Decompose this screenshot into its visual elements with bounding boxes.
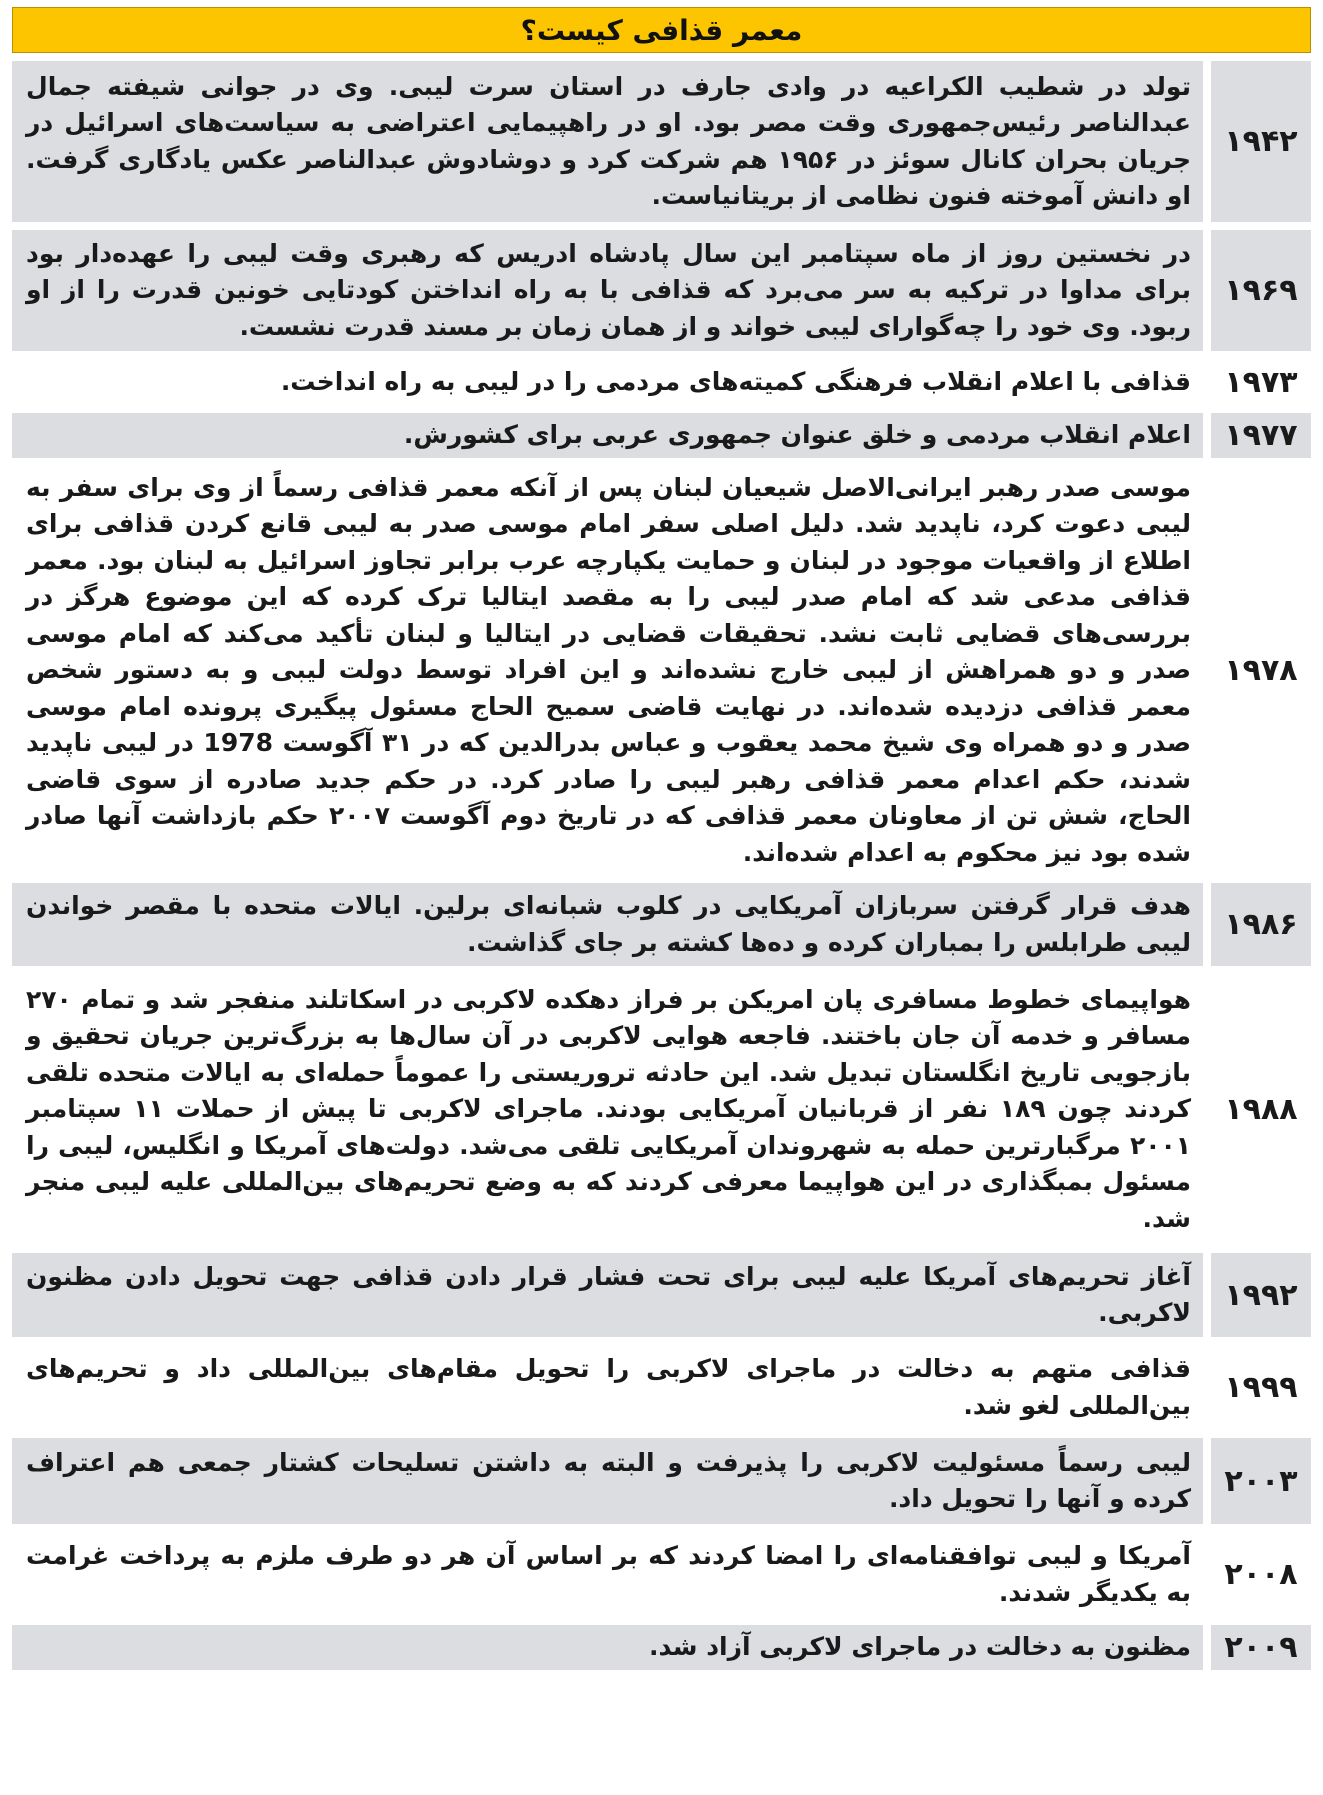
row-year: ۱۹۶۹: [1211, 230, 1311, 351]
row-text: اعلام انقلاب مردمی و خلق عنوان جمهوری عربی برای کشورش.: [12, 413, 1211, 458]
row-year: ۱۹۴۲: [1211, 61, 1311, 222]
timeline-row: [12, 1345, 1311, 1430]
row-text: قذافی متهم به دخالت در ماجرای لاکربی را تحویل مقام‌های بین‌المللی داد و تحریم‌های بین‌المللی لغو شد.: [12, 1345, 1211, 1430]
row-text: در نخستین روز از ماه سپتامبر این سال پادشاه ادریس که رهبری وقت لیبی را عهده‌دار بود برای مداوا در ترکیه به سر می‌برد که قذافی با به راه انداختن کودتایی خونین قدرت را از او ربود. وی خود را چه‌گوارای لیبی خواند و از همان زمان بر مسند قدرت نشست.: [12, 230, 1211, 351]
row-year: ۱۹۷۳: [1211, 359, 1311, 405]
timeline-row: [12, 413, 1311, 458]
timeline-row: [12, 230, 1311, 351]
row-year: ۲۰۰۳: [1211, 1438, 1311, 1524]
row-year: ۱۹۸۸: [1211, 974, 1311, 1245]
row-text: آغاز تحریم‌های آمریکا علیه لیبی برای تحت فشار قرار دادن قذافی جهت تحویل دادن مظنون لاکربی.: [12, 1253, 1211, 1337]
row-year: ۱۹۸۶: [1211, 883, 1311, 966]
page-title: معمر قذافی کیست؟: [12, 7, 1311, 53]
row-text: لیبی رسماً مسئولیت لاکربی را پذیرفت و البته به داشتن تسلیحات کشتار جمعی هم اعتراف کرده و آنها را تحویل داد.: [12, 1438, 1211, 1524]
row-year: ۱۹۹۹: [1211, 1345, 1311, 1430]
timeline-row: [12, 1438, 1311, 1524]
timeline-row: [12, 974, 1311, 1245]
row-text: تولد در شطیب الکراعیه در وادی جارف در استان سرت لیبی. وی در جوانی شیفته جمال عبدالناصر رئیس‌جمهوری وقت مصر بود. او در راهپیمایی اعتراضی به سیاست‌های اسرائیل در جریان بحران کانال سوئز در ۱۹۵۶ هم شرکت کرد و دوشادوش عبدالناصر عکس یادگاری گرفت. او دانش آموخته فنون نظامی از بریتانیاست.: [12, 61, 1211, 222]
row-text: مظنون به دخالت در ماجرای لاکربی آزاد شد.: [12, 1625, 1211, 1670]
row-year: ۱۹۷۷: [1211, 413, 1311, 458]
timeline-row: [12, 1625, 1311, 1670]
row-text: آمریکا و لیبی توافقنامه‌ای را امضا کردند که بر اساس آن هر دو طرف ملزم به پرداخت غرامت به یکدیگر شدند.: [12, 1532, 1211, 1617]
row-year: ۲۰۰۹: [1211, 1625, 1311, 1670]
timeline-row: [12, 359, 1311, 405]
row-text: قذافی با اعلام انقلاب فرهنگی کمیته‌های مردمی را در لیبی به راه انداخت.: [12, 359, 1211, 405]
timeline-row: [12, 466, 1311, 875]
row-text: هواپیمای خطوط مسافری پان امریکن بر فراز دهکده لاکربی در اسکاتلند منفجر شد و تمام ۲۷۰ مسافر و خدمه آن جان باختند. فاجعه هوایی لاکربی در آن سال‌ها به بزرگ‌ترین جریان تحقیق و بازجویی تاریخ انگلستان تبدیل شد. این حادثه تروریستی را عموماً حمله‌ای به ایالات متحده تلقی کردند چون ۱۸۹ نفر از قربانیان آمریکایی بودند. ماجرای لاکربی تا پیش از حملات ۱۱ سپتامبر ۲۰۰۱ مرگبارترین حمله به شهروندان آمریکایی تلقی می‌شد. دولت‌های آمریکا و انگلیس، لیبی را مسئول بمبگذاری در این هواپیما معرفی کردند که به وضع تحریم‌های بین‌المللی علیه لیبی منجر شد.: [12, 974, 1211, 1245]
row-text: موسی صدر رهبر ایرانی‌الاصل شیعیان لبنان پس از آنکه معمر قذافی رسماً از وی برای سفر به لیبی دعوت کرد، ناپدید شد. دلیل اصلی سفر امام موسی صدر به لیبی قانع کردن قذافی برای اطلاع از واقعیات موجود در لبنان و حمایت یکپارچه عرب برابر تجاوز اسرائیل به لبنان بود. معمر قذافی مدعی شد که امام صدر لیبی را به مقصد ایتالیا ترک کرده که این موضوع هرگز در بررسی‌های قضایی ثابت نشد. تحقیقات قضایی در ایتالیا و لبنان تأکید می‌کند که امام موسی صدر و دو همراهش از لیبی خارج نشده‌اند و این افراد توسط دولت لیبی و به دستور شخص معمر قذافی دزدیده شده‌اند. در نهایت قاضی سمیح الحاج مسئول پیگیری پرونده امام موسی صدر و دو همراه وی شیخ محمد یعقوب و عباس بدرالدین که در ۳۱ آگوست 1978 در لیبی ناپدید شدند، حکم اعدام معمر قذافی رهبر لیبی را صادر کرد. در حکم جدید صادره از سوی قاضی الحاج، شش تن از معاونان معمر قذافی که در تاریخ دوم آگوست ۲۰۰۷ حکم بازداشت آنها صادر شده بود نیز محکوم به اعدام شده‌اند.: [12, 466, 1211, 875]
timeline-row: [12, 1532, 1311, 1617]
timeline-row: [12, 883, 1311, 966]
timeline-table: [12, 7, 1311, 1670]
timeline-row: [12, 61, 1311, 222]
row-text: هدف قرار گرفتن سربازان آمریکایی در کلوب شبانه‌ای برلین. ایالات متحده با مقصر خواندن لیبی طرابلس را بمباران کرده و ده‌ها کشته بر جای گذاشت.: [12, 883, 1211, 966]
row-year: ۲۰۰۸: [1211, 1532, 1311, 1617]
row-year: ۱۹۹۲: [1211, 1253, 1311, 1337]
row-year: ۱۹۷۸: [1211, 466, 1311, 875]
timeline-row: [12, 1253, 1311, 1337]
